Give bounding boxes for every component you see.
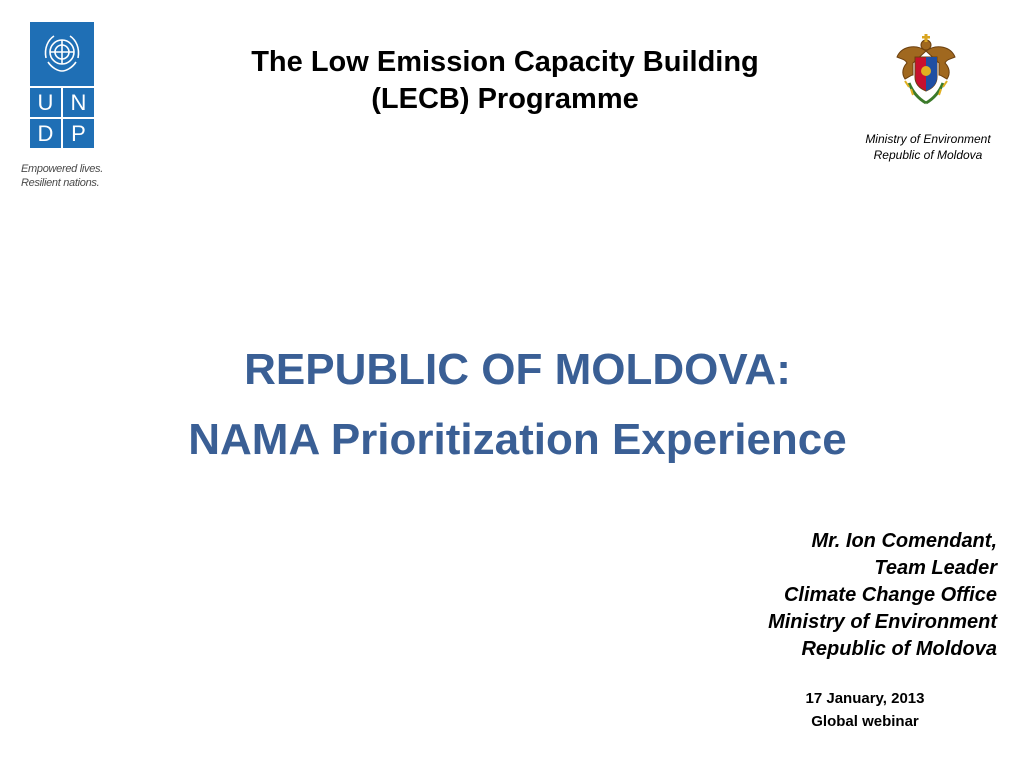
undp-letter: U (30, 88, 61, 117)
un-emblem-icon (30, 22, 94, 86)
undp-logo (30, 22, 94, 148)
programme-title-line: (LECB) Programme (371, 83, 639, 115)
presenter-info (577, 528, 997, 663)
programme-title-line: The Low Emission Capacity Building (251, 46, 759, 78)
moldova-coat-of-arms-icon (891, 33, 961, 109)
undp-tagline (21, 162, 121, 190)
undp-tagline-line: Resilient nations. (21, 177, 100, 189)
ministry-caption (848, 131, 1008, 163)
presenter-line: Climate Change Office (783, 584, 997, 606)
presenter-line: Team Leader (874, 557, 997, 579)
slide-title (60, 335, 975, 475)
presenter-line: Mr. Ion Comendant, (811, 530, 997, 552)
ministry-caption-line: Republic of Moldova (873, 148, 983, 162)
event-info (790, 687, 940, 733)
event-name: Global webinar (811, 713, 919, 730)
undp-tagline-line: Empowered lives. (21, 163, 104, 175)
programme-title (180, 44, 830, 118)
presenter-line: Republic of Moldova (801, 638, 997, 660)
ministry-caption-line: Ministry of Environment (865, 132, 991, 146)
undp-letter: D (30, 119, 61, 148)
event-date: 17 January, 2013 (805, 690, 925, 707)
slide-title-line: REPUBLIC OF MOLDOVA: (244, 345, 791, 394)
undp-letter: N (63, 88, 94, 117)
undp-letters (30, 88, 94, 148)
slide-title-line: NAMA Prioritization Experience (188, 415, 847, 464)
presenter-line: Ministry of Environment (768, 611, 997, 633)
undp-letter: P (63, 119, 94, 148)
